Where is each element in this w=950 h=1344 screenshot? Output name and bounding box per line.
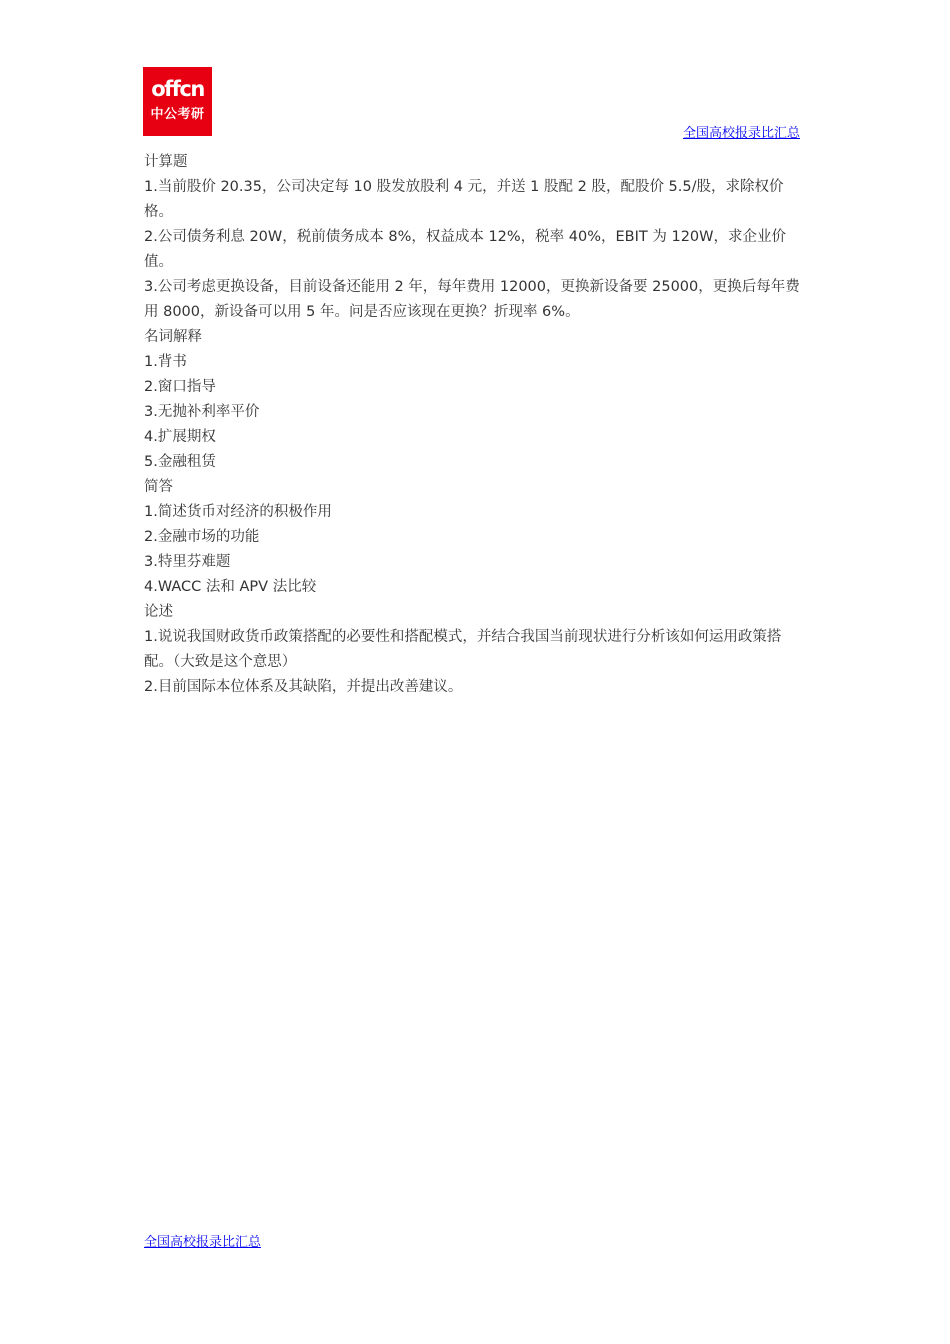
- question-item: 3.无抛补利率平价: [144, 404, 260, 420]
- section-heading-short-answer: 简答: [144, 479, 173, 495]
- question-item: 1.说说我国财政货币政策搭配的必要性和搭配模式，并结合我国当前现状进行分析该如何运用政策搭配。（大致是这个意思）: [144, 629, 782, 670]
- question-item: 2.窗口指导: [144, 379, 216, 395]
- question-item: 5.金融租赁: [144, 454, 216, 470]
- question-item: 1.当前股价 20.35，公司决定每 10 股发放股利 4 元，并送 1 股配 2 股，配股价 5.5/股，求除权价格。: [144, 179, 784, 220]
- section-heading-terms: 名词解释: [144, 329, 202, 345]
- document-body: [144, 150, 810, 700]
- question-item: 4.WACC 法和 APV 法比较: [144, 579, 317, 595]
- section-heading-calculation: 计算题: [144, 154, 188, 170]
- question-item: 1.简述货币对经济的积极作用: [144, 504, 332, 520]
- question-item: 2.目前国际本位体系及其缺陷，并提出改善建议。: [144, 679, 463, 695]
- header-admission-ratio-link[interactable]: 全国高校报录比汇总: [682, 126, 800, 141]
- section-heading-essay: 论述: [144, 604, 173, 620]
- question-item: 3.特里芬难题: [144, 554, 231, 570]
- footer-admission-ratio-link[interactable]: 全国高校报录比汇总: [144, 1235, 262, 1250]
- offcn-logo: [143, 67, 212, 136]
- logo-text-en: offcn: [151, 77, 204, 101]
- logo-text-cn: 中公考研: [150, 107, 205, 122]
- question-item: 4.扩展期权: [144, 429, 216, 445]
- question-item: 2.金融市场的功能: [144, 529, 260, 545]
- question-item: 1.背书: [144, 354, 187, 370]
- question-item: 2.公司债务利息 20W，税前债务成本 8%，权益成本 12%，税率 40%，EBIT 为 120W，求企业价值。: [144, 229, 786, 270]
- question-item: 3.公司考虑更换设备，目前设备还能用 2 年，每年费用 12000，更换新设备要 25000，更换后每年费用 8000，新设备可以用 5 年。问是否应该现在更换？折现率 6%。: [144, 279, 800, 320]
